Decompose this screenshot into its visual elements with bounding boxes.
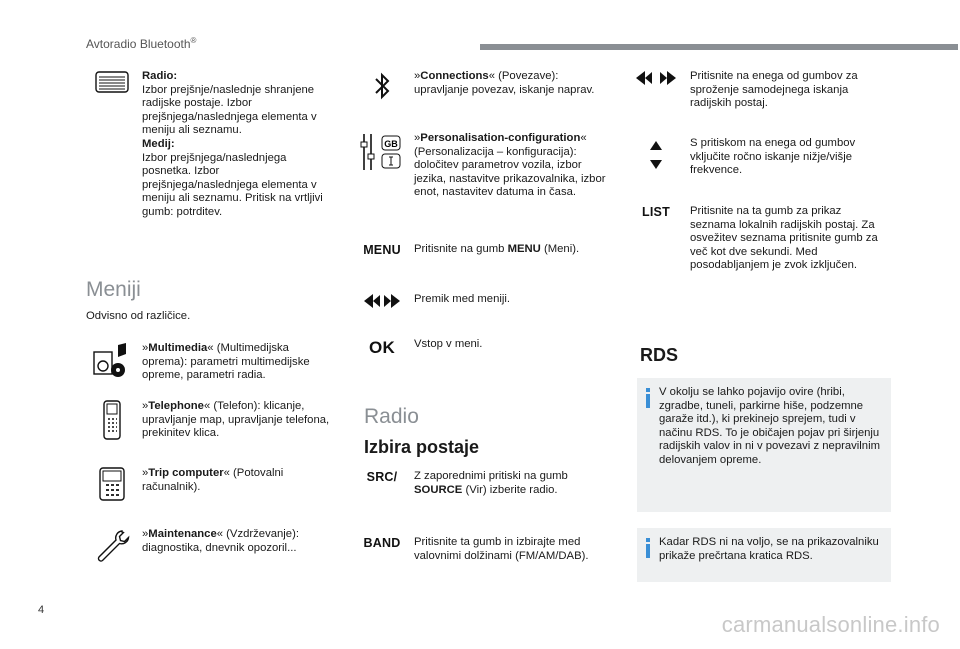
manual-tune-entry: S pritiskom na enega od gumbov vključite ročno iskanje nižje/višje frekvence. (630, 137, 880, 178)
text-radio: Izbor prejšnje/naslednje shranjene radijske postaje. Izbor prejšnjega/naslednjega elementa v meniju ali seznamu. (142, 83, 317, 137)
menus-heading: Meniji (86, 278, 141, 301)
text-media: Izbor prejšnjega/naslednjega posnetka. Izbor prejšnjega/naslednjega elementa v meniju ali seznamu. Pritisk na vrtljivi gumb: potrditev. (142, 151, 323, 218)
info-icon (645, 538, 651, 558)
band-button-icon: BAND (363, 536, 401, 550)
up-down-arrows-icon (630, 137, 682, 178)
menu-item-personalisation: GB »Personalisation-configuration« (Personalizacija – konfiguracija): določitev parametrov vozila, izbor jezika, nastavitve prikazovalnika, izbor enot, nastavitev datuma in časa. (356, 132, 610, 200)
label-media: Medij: (142, 137, 175, 150)
label-radio: Radio: (142, 70, 178, 82)
rds-info-box-1 (637, 378, 891, 512)
trip-computer-icon (86, 467, 138, 501)
radio-media-entry (86, 70, 332, 220)
header-bar (480, 44, 958, 50)
watermark: carmanualsonline.info (721, 612, 940, 637)
src-button-icon: SRC/ (366, 470, 398, 484)
page-number: 4 (38, 604, 45, 616)
bluetooth-icon (356, 70, 408, 102)
seek-entry: Pritisnite na enega od gumbov za sproženje samodejnega iskanja radijskih postaj. (630, 70, 880, 111)
radio-heading: Radio (364, 405, 419, 428)
rds-info-box-2 (637, 528, 891, 582)
left-right-arrows-icon (356, 293, 408, 309)
multimedia-icon (86, 342, 138, 383)
ok-button-entry: OK Vstop v meni. (369, 338, 483, 357)
rotary-knob-icon (86, 70, 138, 220)
rds-info-text-1: V okolju se lahko pojavijo ovire (hribi, zgradbe, tuneli, parkirne hiše, podzemne garaže itd.), ki prekinejo sprejem, tudi v načinu RDS. To je običajen pojav pri širjenju radijskih valov in ni v povezavi z nepravilnim delovanjem opreme. (659, 386, 881, 466)
rds-info-text-2: Kadar RDS ni na voljo, se na prikazovalniku prikaže prečrtana kratica RDS. (659, 536, 879, 562)
menu-item-telephone: »Telephone« (Telefon): klicanje, upravljanje map, upravljanje telefona, prekinitev klica. (86, 400, 332, 441)
rds-heading: RDS (640, 345, 679, 365)
menu-item-maintenance: »Maintenance« (Vzdrževanje): diagnostika, dnevnik opozoril... (86, 528, 332, 564)
ok-button-icon: OK (369, 338, 395, 357)
band-button-entry: BAND Pritisnite ta gumb in izbirajte med valovnimi dolžinami (FM/AM/DAB). (363, 536, 589, 562)
menu-item-multimedia: »Multimedia« (Multimedijska oprema): parametri multimedijske opreme, parametri radia. (86, 342, 332, 383)
menus-intro: Odvisno od različice. (86, 310, 191, 322)
station-select-heading: Izbira postaje (364, 437, 480, 457)
wrench-icon (86, 528, 138, 564)
menu-item-trip-computer: »Trip computer« (Potovalni računalnik). (86, 467, 332, 501)
menu-button-entry: MENU Pritisnite na gumb MENU (Meni). (363, 243, 580, 257)
menu-item-connections: »Connections« (Povezave): upravljanje povezav, iskanje naprav. (356, 70, 610, 102)
svg-text:GB: GB (384, 139, 398, 149)
settings-sliders-icon (356, 132, 408, 200)
list-button-icon: LIST (642, 205, 670, 219)
header-title: Avtoradio Bluetooth® (86, 36, 197, 51)
menu-button-icon: MENU (363, 243, 401, 257)
src-button-entry: SRC/ Z zaporednimi pritiski na gumb SOURCE (Vir) izberite radio. (366, 470, 568, 496)
seek-arrows-icon (630, 70, 682, 111)
info-icon (645, 388, 651, 408)
menu-arrows-entry: Premik med meniji. (356, 293, 610, 309)
list-button-entry: LIST Pritisnite na ta gumb za prikaz seznama lokalnih radijskih postaj. Za osvežitev seznama pritisnite gumb za več kot dve sekundi. Med posodabljanjem je zvok izključen. (642, 205, 878, 272)
phone-icon (86, 400, 138, 441)
